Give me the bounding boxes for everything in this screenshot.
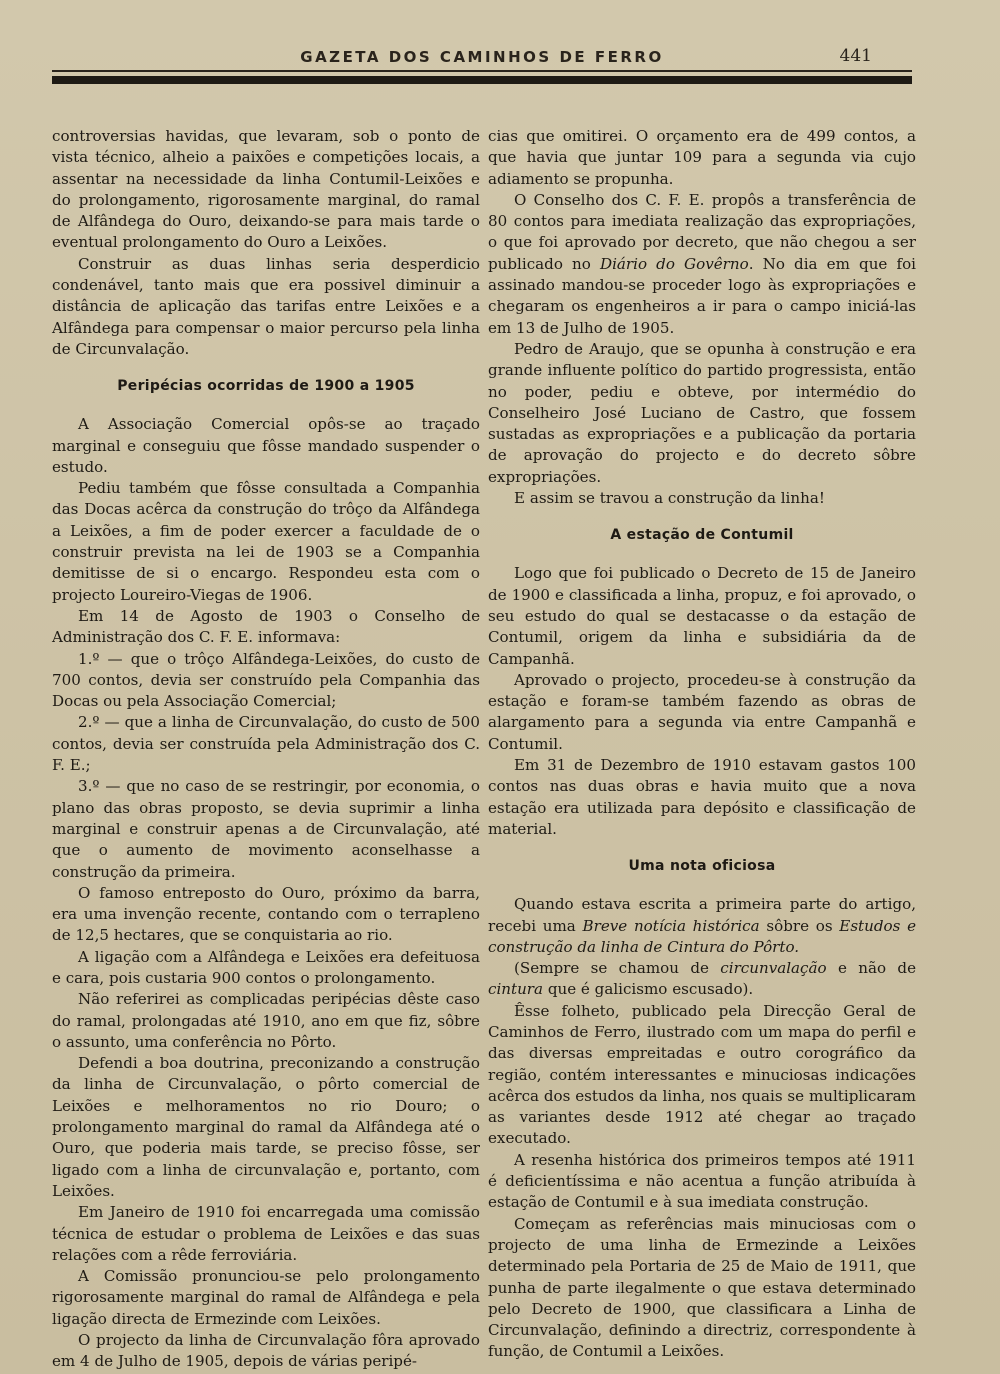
paragraph: Pediu também que fôsse consultada a Companhia das Docas acêrca da construção do trôço da Alfândega a Leixões, a fim de poder exercer a faculdade de o construir prevista na lei de 1903 se a Companhia demitisse de si o encargo. Respondeu esta com o projecto Loureiro-Viegas de 1906. bbox=[52, 479, 480, 604]
paragraph: Defendi a boa doutrina, preconizando a construção da linha de Circunvalação, o pôrto comercial de Leixões e melhoramentos no rio Douro; o prolongamento marginal do ramal da Alfândega até o Ouro, que poderia mais tarde, se preciso fôsse, ser ligado com a linha de circunvalação e, portanto, com Leixões. bbox=[52, 1054, 480, 1200]
italic-title: Breve notícia histórica bbox=[582, 916, 760, 935]
paragraph: A ligação com a Alfândega e Leixões era defeituosa e cara, pois custaria 900 contos o prolongamento. bbox=[52, 947, 480, 987]
paragraph: A Comissão pronunciou-se pelo prolongamento rigorosamente marginal do ramal de Alfândega e pela ligação directa de Ermezinde com Leixões. bbox=[52, 1267, 480, 1328]
italic-word: cintura bbox=[488, 980, 544, 999]
section-heading: A estação de Contumil bbox=[610, 527, 794, 544]
paragraph bbox=[488, 190, 916, 339]
text-run: O Conselho dos C. F. E. propôs a transferência de 80 contos para imediata realização das expropriações, o que foi aprovado por decreto, que não chegou a ser publicado no bbox=[488, 190, 916, 273]
paragraph: O projecto da linha de Circunvalação fôra aprovado em 4 de Julho de 1905, depois de várias peripé- bbox=[52, 1331, 480, 1371]
italic-title: Diário do Govêrno bbox=[599, 254, 749, 273]
paragraph: Em Janeiro de 1910 foi encarregada uma comissão técnica de estudar o problema de Leixões e das suas relações com a rêde ferroviária. bbox=[52, 1203, 480, 1264]
paragraph: O famoso entreposto do Ouro, próximo da barra, era uma invenção recente, contando com o terrapleno de 12,5 hectares, que se conquistaria ao rio. bbox=[52, 883, 480, 945]
paragraph: A Associação Comercial opôs-se ao traçado marginal e conseguiu que fôsse mandado suspender o estudo. bbox=[52, 415, 480, 476]
paragraph bbox=[488, 894, 916, 958]
header-rule-thick bbox=[52, 76, 912, 84]
paragraph: Êsse folheto, publicado pela Direcção Geral de Caminhos de Ferro, ilustrado com um mapa do perfil e das diversas empreitadas e outro corográfico da região, contém interessantes e minuciosas indicações acêrca dos estudos da linha, nos quais se multiplicaram as variantes desde 1912 até chegar ao traçado executado. bbox=[488, 1001, 916, 1148]
paragraph: cias que omitirei. O orçamento era de 499 contos, a que havia que juntar 109 para a segunda via cujo adiamento se propunha. bbox=[488, 127, 916, 188]
italic-word: circunvalação bbox=[720, 959, 827, 978]
paragraph: controversias havidas, que levaram, sob o ponto de vista técnico, alheio a paixões e competições locais, a assentar na necessidade da linha Contumil-Leixões e do prolongamento, rigorosamente marginal, do ramal de Alfândega do Ouro, deixando-se para mais tarde o eventual prolongamento do Ouro a Leixões. bbox=[52, 127, 480, 252]
text-run: sôbre os bbox=[759, 916, 840, 935]
paragraph bbox=[488, 958, 916, 1001]
running-title: GAZETA DOS CAMINHOS DE FERRO bbox=[300, 48, 664, 66]
paragraph: A resenha histórica dos primeiros tempos até 1911 é deficientíssima e não acentua a função atribuída à estação de Contumil e à sua imediata construção. bbox=[488, 1150, 916, 1212]
list-item: 1.º — que o trôço Alfândega-Leixões, do custo de 700 contos, devia ser construído pela Companhia das Docas ou pela Associação Comercial; bbox=[52, 649, 480, 711]
text-run: . No dia em que foi assinado mandou-se proceder logo às expropriações e chegaram os engenheiros a ir para o campo iniciá-las em 13 de Julho de 1905. bbox=[488, 254, 916, 337]
left-column bbox=[52, 126, 480, 1373]
text-run: Quando estava escrita a primeira parte do artigo, recebi uma bbox=[488, 895, 916, 935]
paragraph: Em 14 de Agosto de 1903 o Conselho de Administração dos C. F. E. informava: bbox=[52, 606, 480, 647]
header-rule-thin bbox=[52, 70, 912, 72]
page-number: 441 bbox=[839, 46, 872, 66]
paragraph: Pedro de Araujo, que se opunha à construção e era grande influente político do partido progressista, então no poder, pediu e obteve, por intermédio do Conselheiro José Luciano de Castro, que fossem sustadas as expropriações e a publicação da portaria de aprovação do projecto e do decreto sôbre expropriações. bbox=[488, 339, 916, 486]
paragraph: Logo que foi publicado o Decreto de 15 de Janeiro de 1900 e classificada a linha, propuz, e foi aprovado, o seu estudo do qual se destacasse o da estação de Contumil, origem da linha e subsidiária da de Campanhã. bbox=[488, 564, 916, 668]
paragraph: Aprovado o projecto, procedeu-se à construção da estação e foram-se também fazendo as obras de alargamento para a segunda via entre Campanhã e Contumil. bbox=[488, 670, 916, 753]
paragraph: Começam as referências mais minuciosas com o projecto de uma linha de Ermezinde a Leixões determinado pela Portaria de 25 de Maio de 1911, que punha de parte ilegalmente o que estava determinado pelo Decreto de 1900, que classificara a Linha de Circunvalação, definindo a directriz, correspondente à função, de Contumil a Leixões. bbox=[488, 1214, 916, 1361]
list-item: 2.º — que a linha de Circunvalação, do custo de 500 contos, devia ser construída pela Administração dos C. F. E.; bbox=[52, 713, 480, 775]
section-heading: Uma nota oficiosa bbox=[628, 858, 776, 875]
right-column bbox=[488, 126, 916, 1363]
page-header bbox=[52, 44, 912, 90]
paragraph: Construir as duas linhas seria desperdicio condenável, tanto mais que era possivel diminuir a distância de aplicação das tarifas entre Leixões e a Alfândega para compensar o maior percurso pela linha de Circunvalação. bbox=[52, 254, 480, 358]
section-heading: Peripécias ocorridas de 1900 a 1905 bbox=[117, 378, 415, 395]
paragraph: E assim se travou a construção da linha! bbox=[514, 489, 825, 508]
list-item: 3.º — que no caso de se restringir, por economia, o plano das obras proposto, se devia suprimir a linha marginal e construir apenas a de Circunvalação, até que o aumento de movimento aconselhasse a construção da primeira. bbox=[52, 777, 480, 881]
text-run: (Sempre se chamou de bbox=[514, 959, 721, 978]
paragraph: Não referirei as complicadas peripécias dêste caso do ramal, prolongadas até 1910, ano em que fiz, sôbre o assunto, uma conferência no Pôrto. bbox=[52, 990, 480, 1051]
italic-title: Estudos e construção da linha de Cintura do Pôrto. bbox=[488, 916, 917, 956]
paragraph: Em 31 de Dezembro de 1910 estavam gastos 100 contos nas duas obras e havia muito que a nova estação era utilizada para depósito e classificação de material. bbox=[488, 756, 916, 838]
text-run: que é galicismo escusado). bbox=[543, 980, 754, 999]
text-run: e não de bbox=[826, 959, 917, 978]
